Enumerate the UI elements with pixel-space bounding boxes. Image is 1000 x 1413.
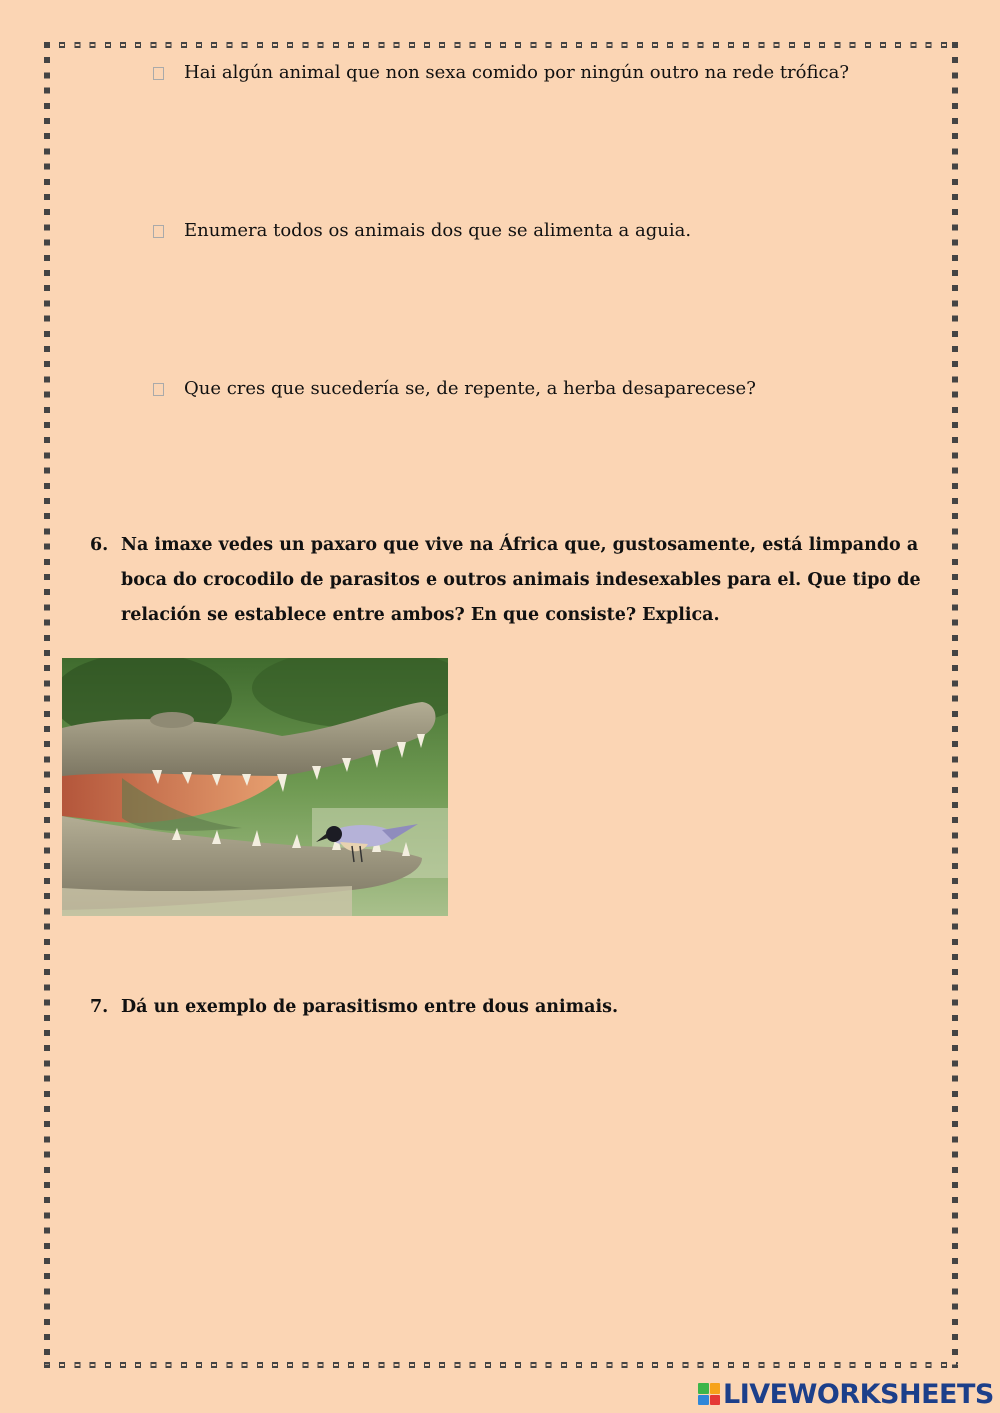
bullet-box-icon: [153, 67, 164, 80]
border-top: [44, 42, 958, 48]
question-b: [150, 219, 691, 243]
crocodile-bird-photo: [62, 658, 448, 916]
liveworksheets-logo: [698, 1378, 994, 1410]
question-a: [150, 61, 849, 85]
question-7-text: Dá un exemplo de parasitismo entre dous animais.: [121, 997, 619, 1017]
question-b-text: Enumera todos os animais dos que se alimenta a aguia.: [184, 220, 692, 241]
border-bottom: [44, 1362, 958, 1368]
badge-cell: [710, 1383, 721, 1394]
border-right: [952, 42, 958, 1368]
logo-text: LIVEWORKSHEETS: [723, 1378, 994, 1410]
bullet-box-icon: [153, 383, 164, 396]
question-c: [150, 377, 756, 401]
question-7: [90, 990, 940, 1025]
question-7-number: 7.: [90, 997, 109, 1017]
question-c-text: Que cres que sucedería se, de repente, a herba desaparecese?: [184, 378, 756, 399]
question-a-text: Hai algún animal que non sexa comido por ningún outro na rede trófica?: [184, 62, 849, 83]
badge-cell: [698, 1395, 709, 1406]
badge-cell: [698, 1383, 709, 1394]
question-6: [90, 528, 940, 633]
question-6-number: 6.: [90, 535, 109, 555]
question-6-text: Na imaxe vedes un paxaro que vive na África que, gustosamente, está limpando a boca do crocodilo de parasitos e outros animais indesexables para el. Que tipo de relación se establece entre ambos? En que consiste? Explica.: [121, 535, 921, 625]
badge-cell: [710, 1395, 721, 1406]
border-left: [44, 42, 50, 1368]
logo-badge-icon: [698, 1383, 720, 1405]
bullet-box-icon: [153, 225, 164, 238]
